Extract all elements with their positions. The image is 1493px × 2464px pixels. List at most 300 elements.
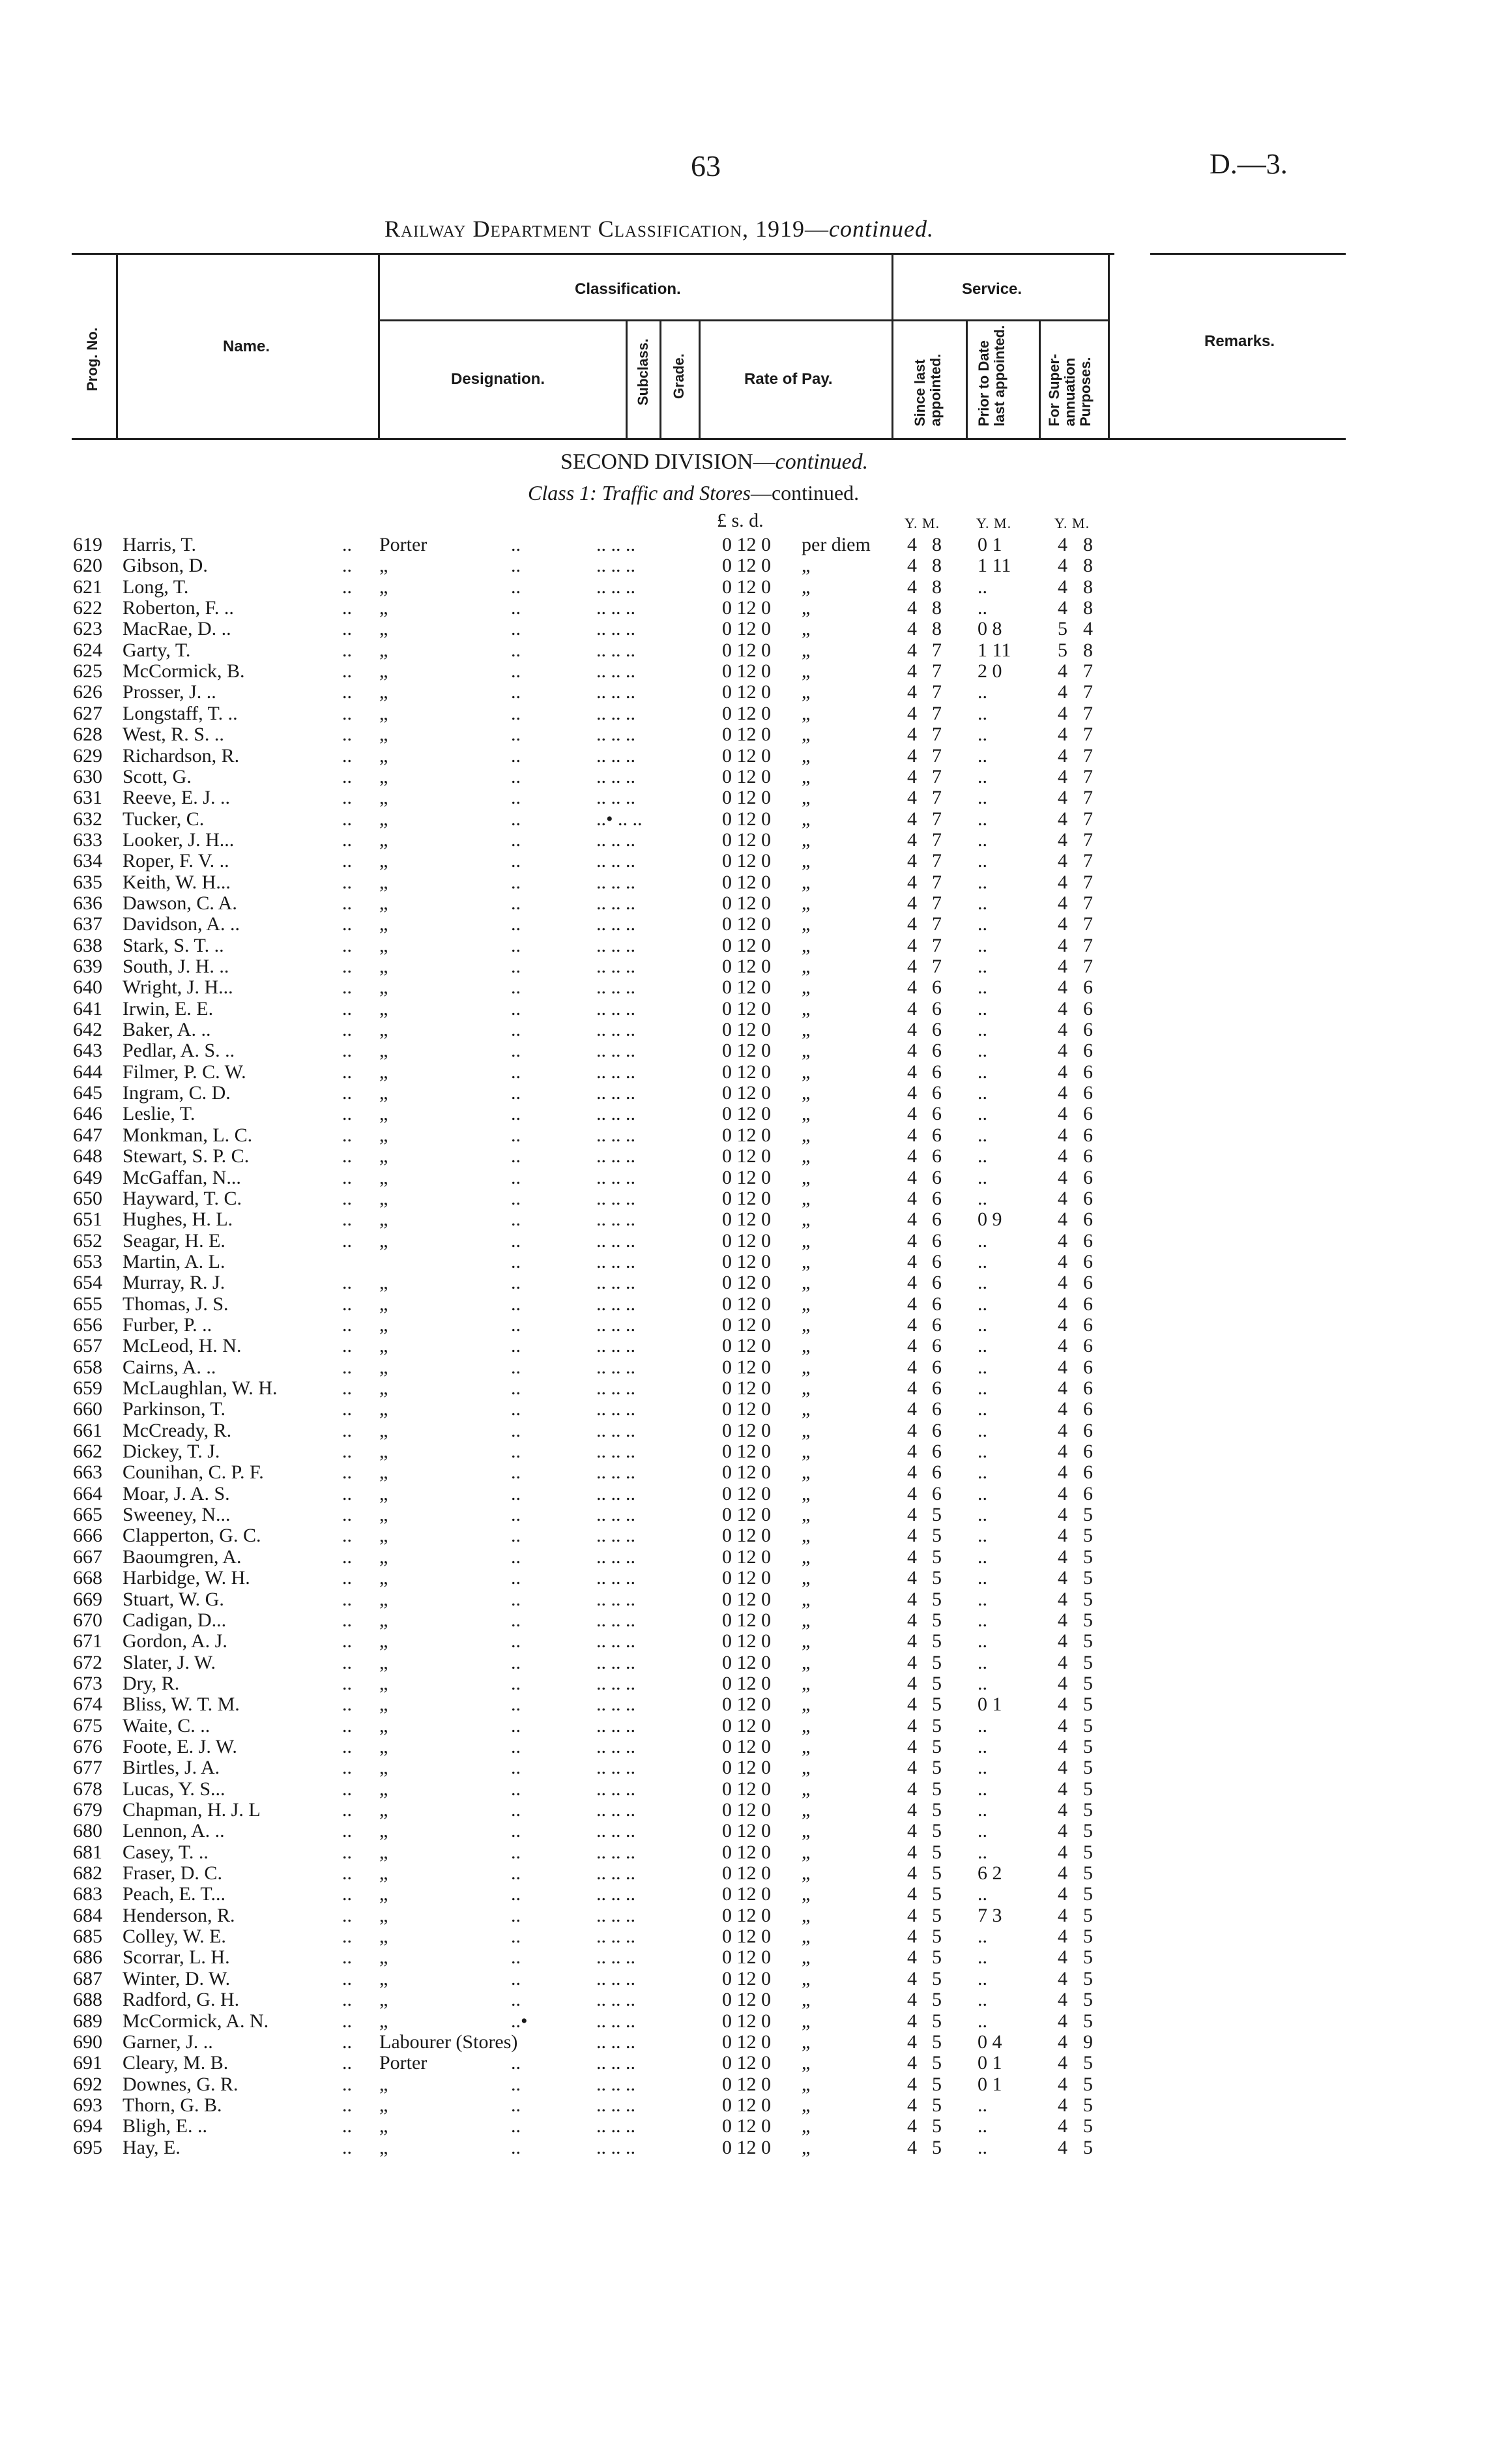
row-prog-no: 628 bbox=[73, 724, 102, 746]
row-rate-of-pay: 0 12 0 bbox=[722, 1441, 771, 1463]
row-leader-dots: .. bbox=[342, 597, 352, 619]
row-leader-dots: .. .. .. bbox=[596, 1461, 635, 1484]
row-name: Birtles, J. A. bbox=[123, 1757, 220, 1779]
row-prog-no: 632 bbox=[73, 808, 102, 830]
row-leader-dots: .. .. .. bbox=[596, 1967, 635, 1989]
row-name: McGaffan, N... bbox=[123, 1166, 241, 1188]
row-super-years: 4 bbox=[1058, 1926, 1067, 1948]
row-leader-dots: .. bbox=[511, 1714, 521, 1737]
row-super-months: 7 bbox=[1083, 829, 1093, 851]
row-name: Henderson, R. bbox=[123, 1904, 235, 1926]
row-designation: „ bbox=[379, 1672, 388, 1694]
row-designation: „ bbox=[379, 1926, 388, 1948]
row-since-months: 5 bbox=[932, 1946, 942, 1969]
row-leader-dots: .. .. .. bbox=[596, 555, 635, 577]
row-prior-service: .. bbox=[978, 1989, 987, 2011]
row-super-years: 4 bbox=[1058, 1209, 1067, 1231]
row-leader-dots: .. bbox=[511, 1441, 521, 1463]
row-designation: „ bbox=[379, 1145, 388, 1167]
row-super-months: 5 bbox=[1083, 1525, 1093, 1547]
since-units: Y. M. bbox=[905, 515, 940, 531]
row-pay-unit: „ bbox=[802, 1103, 811, 1125]
row-pay-unit: „ bbox=[802, 724, 811, 746]
table-row bbox=[0, 1610, 1493, 1631]
row-prior-service: .. bbox=[978, 1482, 987, 1504]
row-leader-dots: .. bbox=[342, 850, 352, 872]
row-since-months: 6 bbox=[932, 1293, 942, 1315]
row-super-months: 5 bbox=[1083, 1820, 1093, 1842]
row-name: Dry, R. bbox=[123, 1672, 180, 1694]
row-leader-dots: .. .. .. bbox=[596, 1166, 635, 1188]
row-leader-dots: .. .. .. bbox=[596, 1082, 635, 1104]
row-since-years: 4 bbox=[907, 765, 917, 787]
row-since-months: 6 bbox=[932, 1250, 942, 1272]
row-name: Winter, D. W. bbox=[123, 1967, 231, 1989]
row-pay-unit: „ bbox=[802, 1567, 811, 1589]
row-name: Martin, A. L. bbox=[123, 1250, 225, 1272]
row-pay-unit: „ bbox=[802, 1778, 811, 1800]
row-prog-no: 657 bbox=[73, 1335, 102, 1357]
row-designation: „ bbox=[379, 850, 388, 872]
row-leader-dots: .. bbox=[511, 787, 521, 809]
row-pay-unit: „ bbox=[802, 1926, 811, 1948]
row-since-months: 5 bbox=[932, 1588, 942, 1610]
row-leader-dots: .. .. .. bbox=[596, 1799, 635, 1821]
row-leader-dots: .. bbox=[342, 702, 352, 724]
row-rate-of-pay: 0 12 0 bbox=[722, 1398, 771, 1420]
table-row bbox=[0, 1040, 1493, 1061]
row-leader-dots: .. .. .. bbox=[596, 1441, 635, 1463]
row-designation: „ bbox=[379, 1546, 388, 1568]
row-super-years: 4 bbox=[1058, 1441, 1067, 1463]
row-leader-dots: .. bbox=[342, 1820, 352, 1842]
row-designation: „ bbox=[379, 765, 388, 787]
row-prog-no: 644 bbox=[73, 1061, 102, 1083]
row-prog-no: 656 bbox=[73, 1313, 102, 1336]
row-super-months: 7 bbox=[1083, 744, 1093, 767]
row-leader-dots: .. .. .. bbox=[596, 1061, 635, 1083]
row-prog-no: 671 bbox=[73, 1630, 102, 1652]
row-since-months: 5 bbox=[932, 2094, 942, 2116]
row-since-months: 6 bbox=[932, 1356, 942, 1378]
row-prior-service: .. bbox=[978, 1335, 987, 1357]
row-pay-unit: „ bbox=[802, 1313, 811, 1336]
row-leader-dots: .. .. .. bbox=[596, 976, 635, 999]
row-prior-service: .. bbox=[978, 1546, 987, 1568]
row-pay-unit: „ bbox=[802, 1546, 811, 1568]
row-name: Dickey, T. J. bbox=[123, 1441, 220, 1463]
row-prior-service: .. bbox=[978, 850, 987, 872]
row-leader-dots: .. bbox=[342, 997, 352, 1019]
row-rate-of-pay: 0 12 0 bbox=[722, 829, 771, 851]
row-pay-unit: „ bbox=[802, 618, 811, 640]
row-name: West, R. S. .. bbox=[123, 724, 224, 746]
row-name: Long, T. bbox=[123, 576, 189, 598]
row-prog-no: 621 bbox=[73, 576, 102, 598]
row-prior-service: 0 1 bbox=[978, 2052, 1002, 2074]
row-prior-service: .. bbox=[978, 1082, 987, 1104]
row-leader-dots: .. .. .. bbox=[596, 2094, 635, 2116]
row-name: Roper, F. V. .. bbox=[123, 850, 229, 872]
row-pay-unit: „ bbox=[802, 1588, 811, 1610]
row-prog-no: 679 bbox=[73, 1799, 102, 1821]
row-leader-dots: .. bbox=[511, 702, 521, 724]
row-super-months: 5 bbox=[1083, 1651, 1093, 1673]
row-super-years: 4 bbox=[1058, 1187, 1067, 1209]
row-since-years: 4 bbox=[907, 1862, 917, 1885]
row-since-years: 4 bbox=[907, 1525, 917, 1547]
row-designation: „ bbox=[379, 934, 388, 956]
row-name: Furber, P. .. bbox=[123, 1313, 212, 1336]
row-prog-no: 666 bbox=[73, 1525, 102, 1547]
table-row bbox=[0, 1462, 1493, 1483]
row-leader-dots: .. .. .. bbox=[596, 1103, 635, 1125]
division-main: SECOND DIVISION— bbox=[560, 450, 775, 474]
row-rate-of-pay: 0 12 0 bbox=[722, 1145, 771, 1167]
row-designation: „ bbox=[379, 1799, 388, 1821]
row-prior-service: .. bbox=[978, 1883, 987, 1905]
table-row bbox=[0, 2074, 1493, 2095]
row-pay-unit: „ bbox=[802, 639, 811, 661]
row-prog-no: 695 bbox=[73, 2136, 102, 2158]
row-leader-dots: .. bbox=[342, 681, 352, 703]
row-prog-no: 629 bbox=[73, 744, 102, 767]
row-since-years: 4 bbox=[907, 1250, 917, 1272]
table-row bbox=[0, 1252, 1493, 1272]
row-super-years: 4 bbox=[1058, 1419, 1067, 1441]
row-leader-dots: .. .. .. bbox=[596, 787, 635, 809]
row-rate-of-pay: 0 12 0 bbox=[722, 913, 771, 935]
row-super-years: 4 bbox=[1058, 956, 1067, 977]
row-super-years: 4 bbox=[1058, 1672, 1067, 1694]
row-prior-service: .. bbox=[978, 1841, 987, 1863]
row-super-years: 4 bbox=[1058, 1040, 1067, 1062]
table-row bbox=[0, 724, 1493, 745]
row-designation: Porter bbox=[379, 534, 428, 555]
row-name: Seagar, H. E. bbox=[123, 1229, 225, 1252]
row-leader-dots: .. .. .. bbox=[596, 1356, 635, 1378]
row-pay-unit: „ bbox=[802, 555, 811, 577]
row-leader-dots: .. .. .. bbox=[596, 2052, 635, 2074]
row-super-years: 4 bbox=[1058, 787, 1067, 809]
row-super-months: 5 bbox=[1083, 2136, 1093, 2158]
row-super-months: 7 bbox=[1083, 808, 1093, 830]
row-since-years: 4 bbox=[907, 2010, 917, 2032]
row-rate-of-pay: 0 12 0 bbox=[722, 1482, 771, 1504]
row-super-months: 5 bbox=[1083, 1883, 1093, 1905]
row-designation: Porter bbox=[379, 2052, 428, 2074]
row-prior-service: .. bbox=[978, 1609, 987, 1631]
row-designation: „ bbox=[379, 576, 388, 598]
row-since-months: 5 bbox=[932, 2031, 942, 2053]
row-rate-of-pay: 0 12 0 bbox=[722, 660, 771, 682]
row-designation: „ bbox=[379, 1272, 388, 1294]
row-name: Leslie, T. bbox=[123, 1103, 196, 1125]
row-prog-no: 680 bbox=[73, 1820, 102, 1842]
row-pay-unit: „ bbox=[802, 1967, 811, 1989]
row-leader-dots: .. .. .. bbox=[596, 660, 635, 682]
row-leader-dots: .. .. .. bbox=[596, 1630, 635, 1652]
row-leader-dots: .. .. .. bbox=[596, 829, 635, 851]
row-super-years: 4 bbox=[1058, 1820, 1067, 1842]
row-pay-unit: „ bbox=[802, 850, 811, 872]
row-super-years: 4 bbox=[1058, 597, 1067, 619]
class-continued: —continued. bbox=[750, 481, 860, 505]
row-leader-dots: .. bbox=[342, 2115, 352, 2137]
row-leader-dots: .. bbox=[511, 1313, 521, 1336]
row-super-months: 5 bbox=[1083, 1567, 1093, 1589]
row-prior-service: .. bbox=[978, 1187, 987, 1209]
row-designation: „ bbox=[379, 1989, 388, 2011]
row-super-years: 4 bbox=[1058, 1567, 1067, 1589]
row-since-years: 4 bbox=[907, 892, 917, 914]
row-since-years: 4 bbox=[907, 1229, 917, 1252]
row-prior-service: .. bbox=[978, 1778, 987, 1800]
row-name: Foote, E. J. W. bbox=[123, 1735, 237, 1757]
row-pay-unit: „ bbox=[802, 1419, 811, 1441]
row-since-years: 4 bbox=[907, 997, 917, 1019]
row-super-months: 4 bbox=[1083, 618, 1093, 640]
table-row bbox=[0, 1504, 1493, 1525]
row-leader-dots: .. bbox=[342, 1293, 352, 1315]
row-name: Scorrar, L. H. bbox=[123, 1946, 230, 1969]
row-leader-dots: .. .. .. bbox=[596, 1567, 635, 1589]
row-super-months: 6 bbox=[1083, 997, 1093, 1019]
row-since-years: 4 bbox=[907, 1482, 917, 1504]
row-pay-unit: „ bbox=[802, 1293, 811, 1315]
row-rate-of-pay: 0 12 0 bbox=[722, 1926, 771, 1948]
row-super-years: 4 bbox=[1058, 1377, 1067, 1399]
row-leader-dots: .. bbox=[342, 976, 352, 999]
row-rate-of-pay: 0 12 0 bbox=[722, 1778, 771, 1800]
row-prior-service: 0 1 bbox=[978, 2073, 1002, 2095]
table-row bbox=[0, 1167, 1493, 1188]
table-row bbox=[0, 1441, 1493, 1462]
row-leader-dots: .. bbox=[342, 2010, 352, 2032]
row-leader-dots: .. bbox=[342, 1272, 352, 1294]
row-prior-service: 2 0 bbox=[978, 660, 1002, 682]
table-row bbox=[0, 1652, 1493, 1673]
row-designation: „ bbox=[379, 555, 388, 577]
row-pay-unit: „ bbox=[802, 1250, 811, 1272]
row-super-years: 4 bbox=[1058, 1757, 1067, 1779]
row-leader-dots: .. .. .. bbox=[596, 956, 635, 977]
row-since-years: 4 bbox=[907, 1398, 917, 1420]
row-designation: „ bbox=[379, 660, 388, 682]
row-pay-unit: „ bbox=[802, 1166, 811, 1188]
row-super-months: 5 bbox=[1083, 1778, 1093, 1800]
row-prog-no: 669 bbox=[73, 1588, 102, 1610]
row-prior-service: .. bbox=[978, 2115, 987, 2137]
row-leader-dots: .. bbox=[342, 1482, 352, 1504]
row-name: Thorn, G. B. bbox=[123, 2094, 222, 2116]
row-designation: „ bbox=[379, 1820, 388, 1842]
table-row bbox=[0, 1272, 1493, 1293]
row-super-years: 4 bbox=[1058, 1124, 1067, 1146]
row-rate-of-pay: 0 12 0 bbox=[722, 2052, 771, 2074]
row-since-years: 4 bbox=[907, 1778, 917, 1800]
row-designation: „ bbox=[379, 1630, 388, 1652]
row-designation: „ bbox=[379, 808, 388, 830]
row-leader-dots: .. .. .. bbox=[596, 997, 635, 1019]
row-prog-no: 654 bbox=[73, 1272, 102, 1294]
row-leader-dots: .. bbox=[511, 1525, 521, 1547]
row-super-years: 4 bbox=[1058, 1946, 1067, 1969]
row-since-months: 6 bbox=[932, 1082, 942, 1104]
row-since-years: 4 bbox=[907, 639, 917, 661]
row-prior-service: .. bbox=[978, 1820, 987, 1842]
row-leader-dots: ..• bbox=[511, 2010, 528, 2032]
row-super-years: 4 bbox=[1058, 1293, 1067, 1315]
row-prior-service: .. bbox=[978, 1588, 987, 1610]
row-leader-dots: .. bbox=[342, 1714, 352, 1737]
row-name: Hayward, T. C. bbox=[123, 1187, 242, 1209]
row-prog-no: 637 bbox=[73, 913, 102, 935]
row-designation: „ bbox=[379, 1187, 388, 1209]
row-pay-unit: „ bbox=[802, 1082, 811, 1104]
row-leader-dots: .. .. .. bbox=[596, 1398, 635, 1420]
row-pay-unit: „ bbox=[802, 956, 811, 977]
row-designation: „ bbox=[379, 1735, 388, 1757]
row-since-months: 7 bbox=[932, 660, 942, 682]
header-rate-of-pay: Rate of Pay. bbox=[744, 370, 833, 388]
header-grade: Grade. bbox=[671, 353, 687, 399]
row-since-years: 4 bbox=[907, 744, 917, 767]
row-prog-no: 683 bbox=[73, 1883, 102, 1905]
row-leader-dots: .. bbox=[342, 1398, 352, 1420]
row-super-months: 6 bbox=[1083, 1103, 1093, 1125]
row-prog-no: 622 bbox=[73, 597, 102, 619]
row-since-years: 4 bbox=[907, 702, 917, 724]
row-since-months: 8 bbox=[932, 597, 942, 619]
row-super-years: 4 bbox=[1058, 1714, 1067, 1737]
row-since-years: 4 bbox=[907, 660, 917, 682]
row-since-years: 4 bbox=[907, 1124, 917, 1146]
division-heading bbox=[560, 450, 868, 475]
row-prior-service: .. bbox=[978, 2010, 987, 2032]
row-name: Gordon, A. J. bbox=[123, 1630, 227, 1652]
row-since-months: 8 bbox=[932, 534, 942, 555]
row-name: Downes, G. R. bbox=[123, 2073, 239, 2095]
row-name: Davidson, A. .. bbox=[123, 913, 240, 935]
row-super-months: 7 bbox=[1083, 913, 1093, 935]
row-rate-of-pay: 0 12 0 bbox=[722, 1250, 771, 1272]
row-super-years: 4 bbox=[1058, 1461, 1067, 1484]
row-super-months: 5 bbox=[1083, 1588, 1093, 1610]
row-designation: „ bbox=[379, 1419, 388, 1441]
row-name: Roberton, F. .. bbox=[123, 597, 234, 619]
row-prog-no: 659 bbox=[73, 1377, 102, 1399]
row-pay-unit: „ bbox=[802, 1946, 811, 1969]
row-rate-of-pay: 0 12 0 bbox=[722, 1546, 771, 1568]
row-name: Harris, T. bbox=[123, 534, 197, 555]
row-name: Thomas, J. S. bbox=[123, 1293, 229, 1315]
row-name: Prosser, J. .. bbox=[123, 681, 216, 703]
row-super-years: 4 bbox=[1058, 1841, 1067, 1863]
row-pay-unit: „ bbox=[802, 1356, 811, 1378]
row-since-months: 5 bbox=[932, 1651, 942, 1673]
row-leader-dots: .. bbox=[511, 1799, 521, 1821]
row-since-years: 4 bbox=[907, 1187, 917, 1209]
row-super-months: 5 bbox=[1083, 1967, 1093, 1989]
row-leader-dots: .. .. .. bbox=[596, 1946, 635, 1969]
row-since-years: 4 bbox=[907, 1714, 917, 1737]
row-rate-of-pay: 0 12 0 bbox=[722, 997, 771, 1019]
row-leader-dots: .. bbox=[511, 1588, 521, 1610]
row-super-months: 7 bbox=[1083, 660, 1093, 682]
row-leader-dots: .. bbox=[511, 765, 521, 787]
row-since-months: 7 bbox=[932, 808, 942, 830]
row-rate-of-pay: 0 12 0 bbox=[722, 765, 771, 787]
row-name: Dawson, C. A. bbox=[123, 892, 237, 914]
row-prog-no: 642 bbox=[73, 1019, 102, 1041]
row-leader-dots: .. .. .. bbox=[596, 1313, 635, 1336]
row-leader-dots: .. .. .. bbox=[596, 576, 635, 598]
row-since-years: 4 bbox=[907, 829, 917, 851]
row-super-years: 4 bbox=[1058, 1694, 1067, 1716]
row-leader-dots: .. bbox=[342, 744, 352, 767]
row-rate-of-pay: 0 12 0 bbox=[722, 1229, 771, 1252]
row-leader-dots: .. bbox=[342, 1588, 352, 1610]
row-rate-of-pay: 0 12 0 bbox=[722, 1588, 771, 1610]
row-prog-no: 689 bbox=[73, 2010, 102, 2032]
row-name: Moar, J. A. S. bbox=[123, 1482, 230, 1504]
row-since-years: 4 bbox=[907, 1356, 917, 1378]
row-leader-dots: .. bbox=[511, 1609, 521, 1631]
row-pay-unit: „ bbox=[802, 660, 811, 682]
row-super-months: 6 bbox=[1083, 1419, 1093, 1441]
row-super-months: 6 bbox=[1083, 976, 1093, 999]
row-leader-dots: .. .. .. bbox=[596, 1377, 635, 1399]
row-since-years: 4 bbox=[907, 1040, 917, 1062]
row-leader-dots: .. bbox=[511, 1567, 521, 1589]
row-super-months: 5 bbox=[1083, 1546, 1093, 1568]
row-super-years: 4 bbox=[1058, 1482, 1067, 1504]
row-super-years: 4 bbox=[1058, 1335, 1067, 1357]
row-prior-service: .. bbox=[978, 1040, 987, 1062]
row-super-months: 5 bbox=[1083, 1841, 1093, 1863]
row-leader-dots: .. .. .. bbox=[596, 1419, 635, 1441]
row-since-months: 6 bbox=[932, 1272, 942, 1294]
row-designation: „ bbox=[379, 639, 388, 661]
row-name: Counihan, C. P. F. bbox=[123, 1461, 264, 1484]
row-leader-dots: .. bbox=[342, 1841, 352, 1863]
row-leader-dots: .. .. .. bbox=[596, 1714, 635, 1737]
row-prog-no: 688 bbox=[73, 1989, 102, 2011]
header-since-last: Since last appointed. bbox=[912, 353, 944, 426]
row-super-years: 4 bbox=[1058, 1989, 1067, 2011]
row-leader-dots: .. bbox=[511, 829, 521, 851]
row-leader-dots: .. bbox=[511, 2094, 521, 2116]
row-designation: „ bbox=[379, 1841, 388, 1863]
row-prog-no: 693 bbox=[73, 2094, 102, 2116]
row-super-years: 4 bbox=[1058, 913, 1067, 935]
row-since-months: 5 bbox=[932, 1989, 942, 2011]
row-since-months: 8 bbox=[932, 576, 942, 598]
row-pay-unit: „ bbox=[802, 1124, 811, 1146]
row-designation: „ bbox=[379, 1482, 388, 1504]
row-designation: „ bbox=[379, 1567, 388, 1589]
row-since-months: 5 bbox=[932, 1820, 942, 1842]
row-name: Baoumgren, A. bbox=[123, 1546, 242, 1568]
row-since-years: 4 bbox=[907, 2094, 917, 2116]
row-leader-dots: .. bbox=[342, 1419, 352, 1441]
row-since-months: 7 bbox=[932, 724, 942, 746]
row-super-years: 4 bbox=[1058, 1019, 1067, 1041]
row-prior-service: .. bbox=[978, 1946, 987, 1969]
row-leader-dots: .. bbox=[342, 1567, 352, 1589]
row-super-years: 4 bbox=[1058, 1546, 1067, 1568]
